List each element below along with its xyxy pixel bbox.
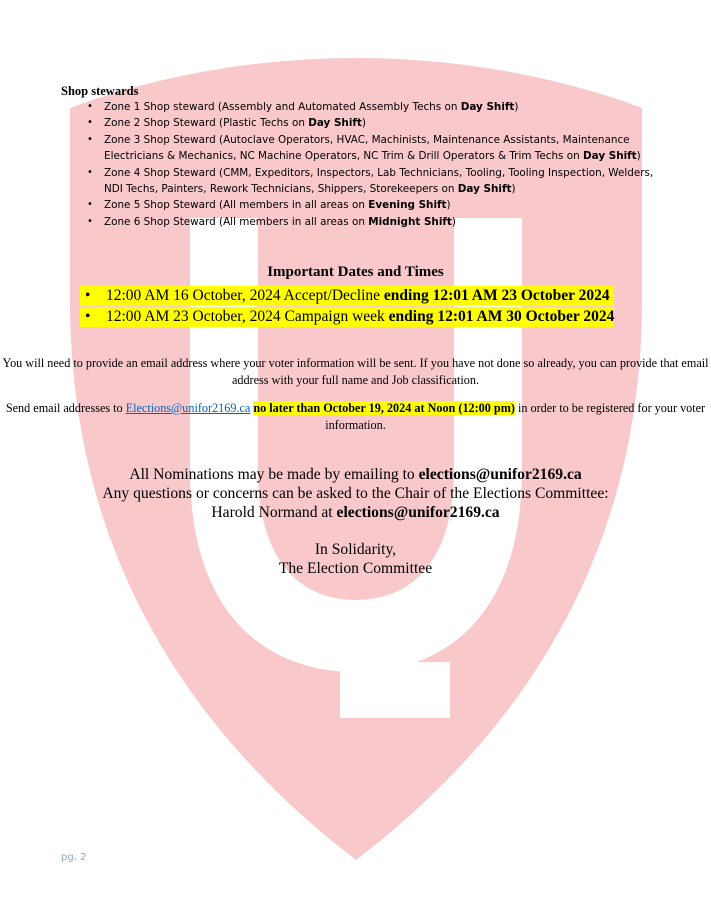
voter-email-paragraph: You will need to provide an email address where your voter information will be sent. If you have not done so already, you can provide that email address with your full name and Job classification. — [2, 356, 709, 387]
list-item: • Zone 3 Shop Steward (Autoclave Operators, HVAC, Machinists, Maintenance Assistants, Maintenance Electricians & Mechanics, NC Machine Operators, NC Trim & Drill Operators & Trim Techs on Day Shift) — [84, 132, 664, 165]
nominations-line: All Nominations may be made by emailing to elections@unifor2169.ca — [129, 466, 582, 483]
shop-stewards-heading: Shop stewards — [61, 84, 139, 98]
important-dates-list — [80, 286, 614, 328]
shop-steward-list — [84, 99, 664, 230]
elections-email-link[interactable]: Elections@unifor2169.ca — [125, 401, 251, 415]
questions-line: Any questions or concerns can be asked to the Chair of the Elections Committee: — [102, 485, 609, 502]
send-email-paragraph: Send email addresses to Elections@unifor2169.ca no later than October 19, 2024 at Noon (12:00 pm) in order to be registered for your voter information. — [5, 401, 706, 432]
list-item: • Zone 2 Shop Steward (Plastic Techs on Day Shift) — [84, 115, 664, 131]
list-item: • Zone 6 Shop Steward (All members in all areas on Midnight Shift) — [84, 214, 664, 230]
list-item: • Zone 4 Shop Steward (CMM, Expeditors, Inspectors, Lab Technicians, Tooling, Tooling Inspection, Welders, NDI Techs, Painters, Rework Technicians, Shippers, Storekeepers on Day Shift) — [84, 165, 664, 198]
signoff-block — [0, 540, 711, 578]
page-number: pg. 2 — [61, 852, 87, 863]
deadline-highlight: no later than October 19, 2024 at Noon (12:00 pm) — [253, 401, 515, 415]
nominations-block — [0, 465, 711, 522]
list-item: • Zone 5 Shop Steward (All members in all areas on Evening Shift) — [84, 197, 664, 213]
date-item: • 12:00 AM 16 October, 2024 Accept/Decline ending 12:01 AM 23 October 2024 — [80, 286, 614, 306]
date-item: • 12:00 AM 23 October, 2024 Campaign week ending 12:01 AM 30 October 2024 — [80, 307, 614, 327]
signoff-line: In Solidarity, — [314, 541, 397, 558]
important-dates-heading: Important Dates and Times — [267, 264, 444, 280]
list-item: • Zone 1 Shop steward (Assembly and Automated Assembly Techs on Day Shift) — [84, 99, 664, 115]
committee-line: The Election Committee — [278, 560, 433, 577]
chair-line: Harold Normand at elections@unifor2169.ca — [211, 504, 500, 521]
